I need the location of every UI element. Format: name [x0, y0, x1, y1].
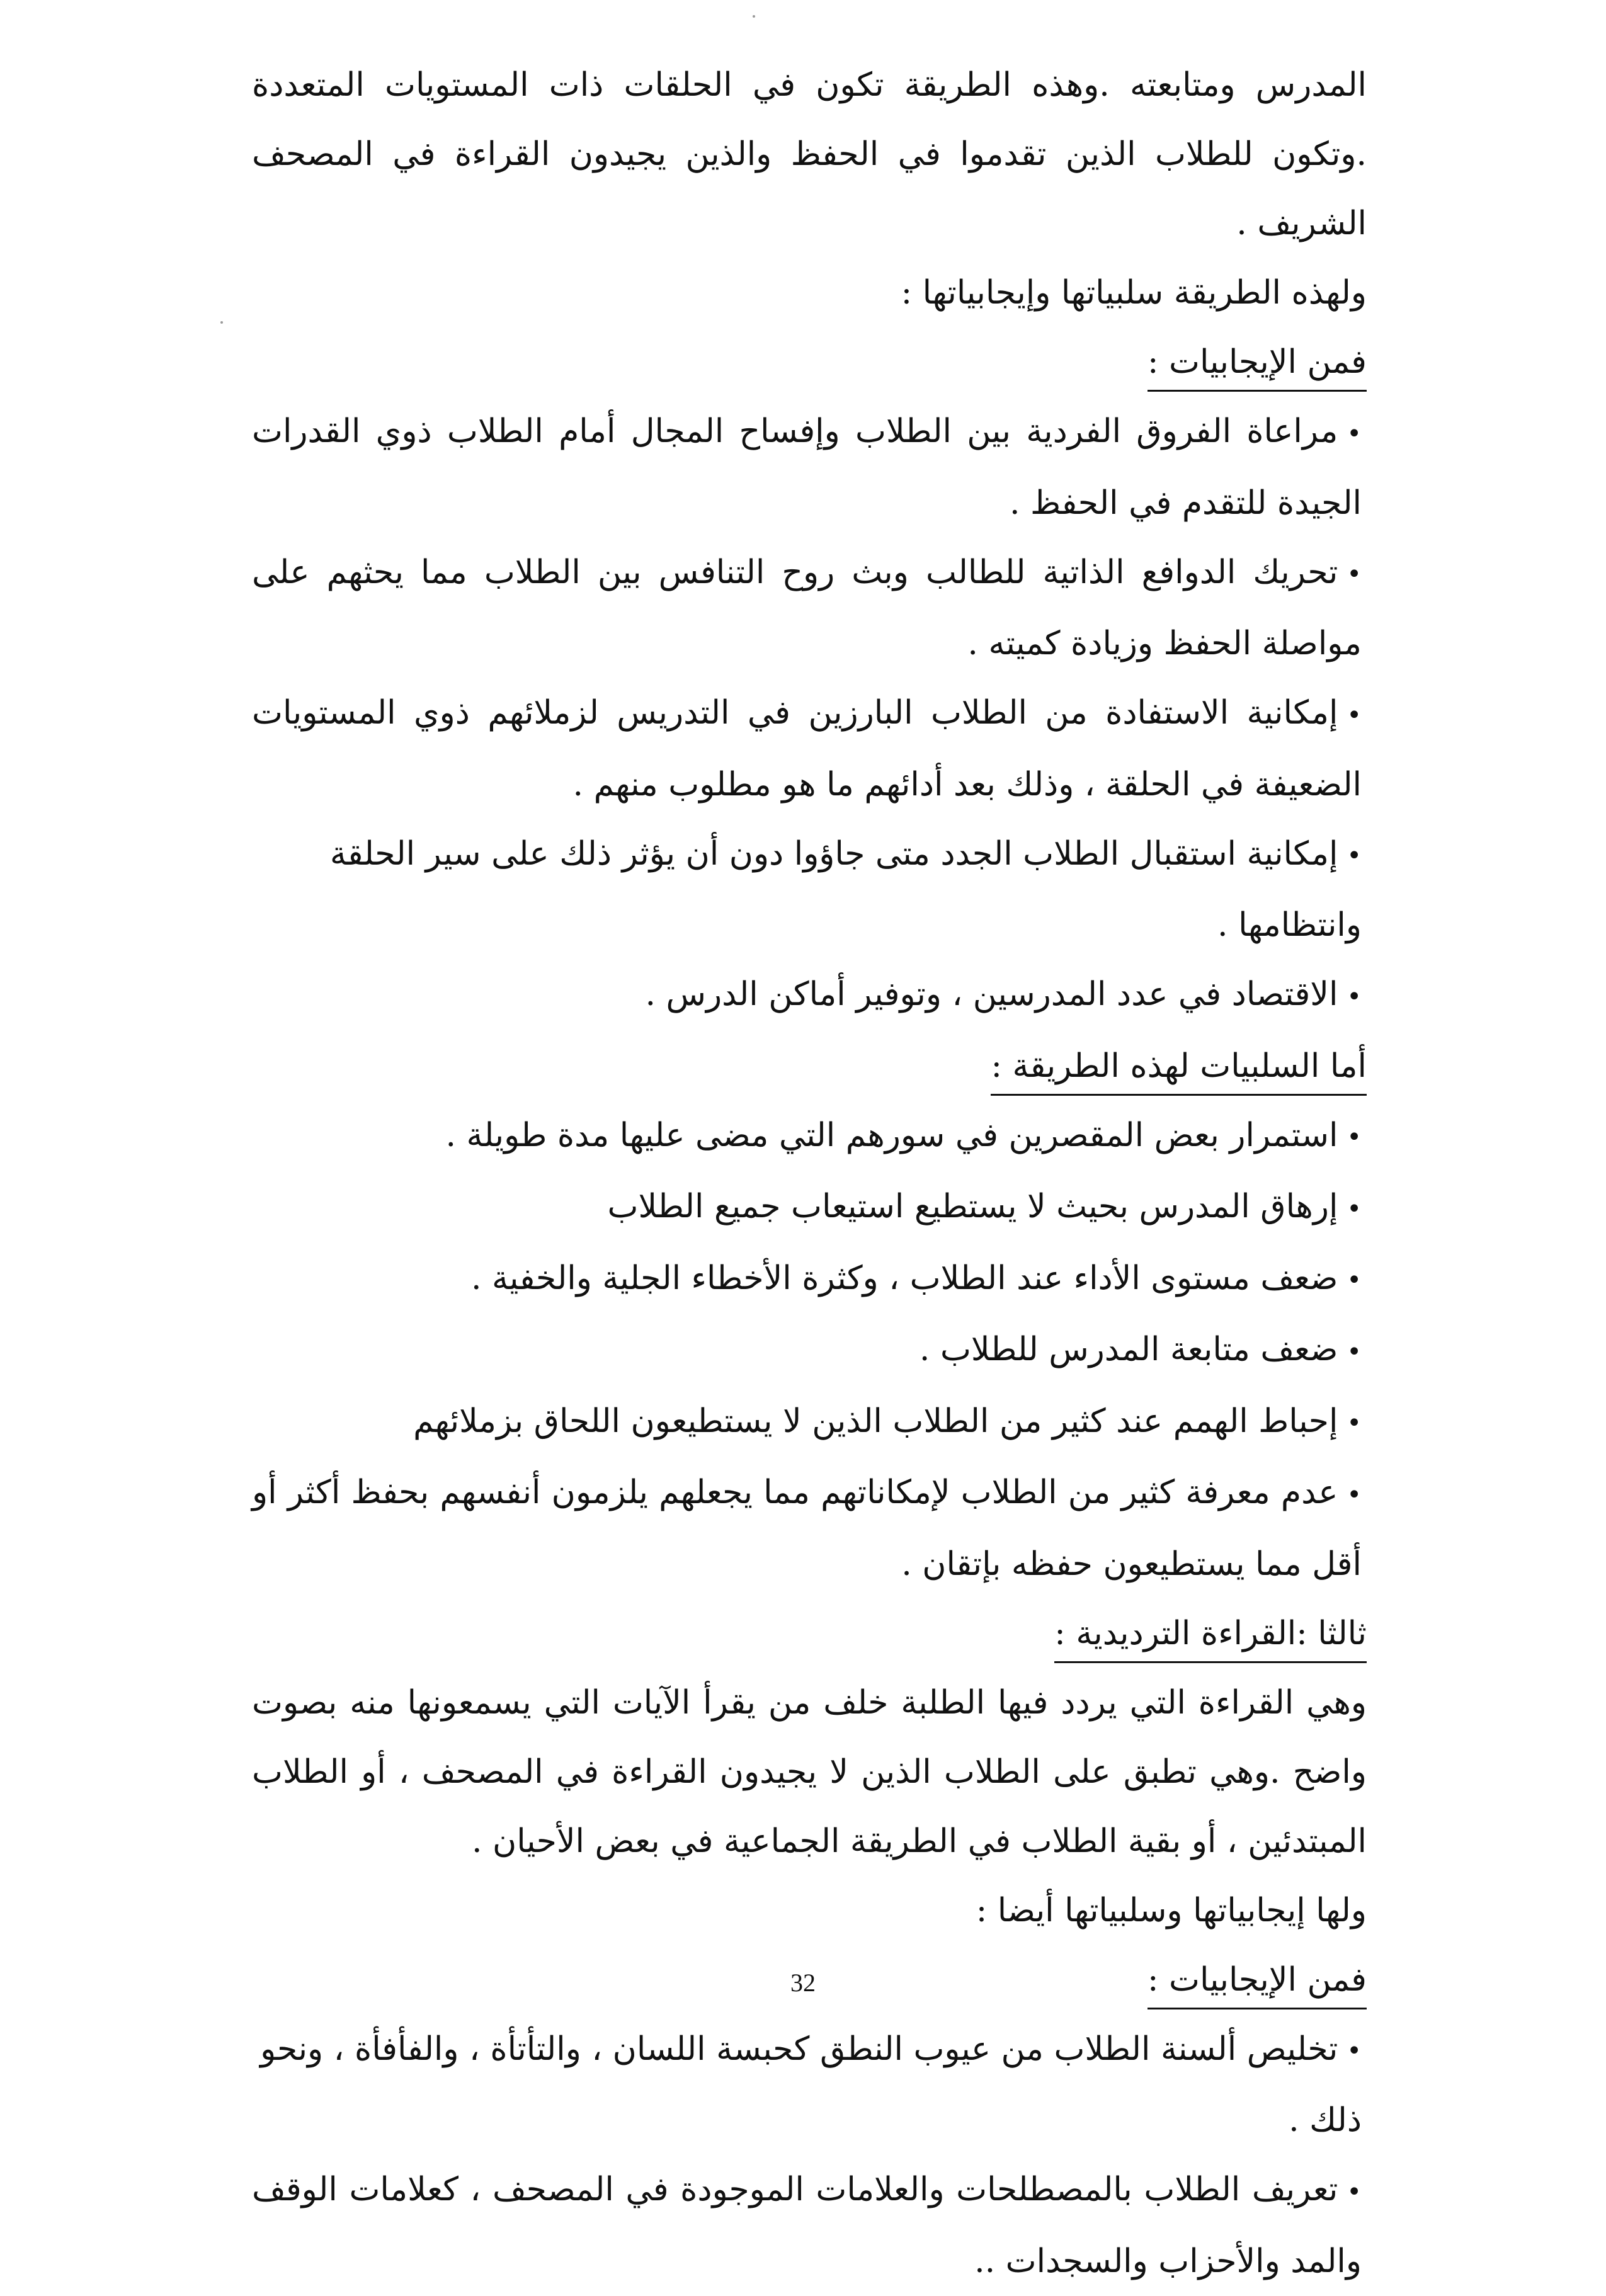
list-item: [252, 1172, 1362, 1244]
pros-list-2: [252, 2015, 1367, 2296]
section-three-heading: ثالثا :القراءة الترديدية :: [1054, 1606, 1367, 1663]
document-page: [252, 50, 1367, 2280]
pros-list-1: [252, 397, 1367, 1031]
heading-wrap: [252, 327, 1367, 397]
bullet-icon: •: [1347, 1123, 1362, 1152]
bullet-icon: •: [1347, 1337, 1362, 1367]
list-item-text: تخليص ألسنة الطلاب من عيوب النطق كحبسة اللسان ، والتأتأة ، والفأفأة ، ونحو ذلك .: [260, 2030, 1362, 2139]
list-item: [252, 678, 1362, 819]
list-item-text: استمرار بعض المقصرين في سورهم التي مضى عليها مدة طويلة .: [445, 1116, 1338, 1154]
list-item-text: إرهاق المدرس بحيث لا يستطيع استيعاب جميع الطلاب: [607, 1188, 1338, 1225]
list-item: [252, 960, 1362, 1031]
bullet-icon: •: [1347, 1409, 1362, 1438]
list-item: [252, 1315, 1362, 1387]
repetition-paragraph: وهي القراءة التي يردد فيها الطلبة خلف من يقرأ الآيات التي يسمعونها منه بصوت واضح .وهي تطبق على الطلاب الذين لا يجيدون القراءة في المصحف ، أو الطلاب المبتدئين ، أو بقية الطلاب في الطريقة الجماعية في بعض الأحيان .: [252, 1683, 1367, 1860]
list-item-text: الاقتصاد في عدد المدرسين ، وتوفير أماكن الدرس .: [645, 975, 1338, 1013]
list-item-text: تعريف الطلاب بالمصطلحات والعلامات الموجودة في المصحف ، كعلامات الوقف والمد والأحزاب والسجدات ..: [252, 2171, 1362, 2280]
list-item-text: ضعف مستوى الأداء عند الطلاب ، وكثرة الأخطاء الجلية والخفية .: [470, 1259, 1338, 1297]
list-item-text: تحريك الدوافع الذاتية للطالب وبث روح التنافس بين الطلاب مما يحثهم على مواصلة الحفظ وزيادة كميته .: [252, 553, 1362, 662]
bullet-icon: •: [1347, 1480, 1362, 1509]
list-item-text: عدم معرفة كثير من الطلاب لإمكاناتهم مما يجعلهم يلزمون أنفسهم بحفظ أكثر أو أقل مما يستطيعون حفظه بإتقان .: [252, 1474, 1362, 1583]
list-item: [252, 2015, 1362, 2156]
bullet-icon: •: [1347, 982, 1362, 1011]
list-item: [252, 1458, 1362, 1599]
bullet-icon: •: [1347, 1194, 1362, 1224]
bullet-icon: •: [1347, 2037, 1362, 2066]
bullet-icon: •: [1347, 841, 1362, 870]
cons-list: [252, 1101, 1367, 1599]
list-item-text: مراعاة الفروق الفردية بين الطلاب وإفساح المجال أمام الطلاب ذوي القدرات الجيدة للتقدم في الحفظ .: [252, 412, 1362, 522]
bullet-icon: •: [1347, 1266, 1362, 1295]
page-number: 32: [790, 1969, 816, 1997]
heading-wrap: [252, 1599, 1367, 1668]
heading-wrap: [252, 1031, 1367, 1101]
repetition-intro: ولها إيجابياتها وسلبياتها أيضا :: [976, 1891, 1367, 1929]
list-item: [252, 397, 1362, 538]
intro-paragraph: المدرس ومتابعته .وهذه الطريقة تكون في الحلقات ذات المستويات المتعددة .وتكون للطلاب الذين تقدموا في الحفظ والذين يجيدون القراءة في المصحف الشريف .: [252, 66, 1367, 242]
scan-mark: [220, 321, 223, 324]
bullet-icon: •: [1347, 419, 1362, 448]
pros-heading-1: فمن الإيجابيات :: [1148, 334, 1367, 392]
list-item: [252, 1101, 1362, 1173]
list-item: [252, 1244, 1362, 1316]
bullet-icon: •: [1347, 560, 1362, 589]
section-intro: ولهذه الطريقة سلبياتها وإيجابياتها :: [901, 274, 1367, 312]
bullet-icon: •: [1347, 2177, 1362, 2207]
list-item-text: إحباط الهمم عند كثير من الطلاب الذين لا يستطيعون اللحاق بزملائهم: [413, 1402, 1338, 1440]
list-item: [252, 819, 1362, 960]
list-item-text: إمكانية استقبال الطلاب الجدد متى جاؤوا دون أن يؤثر ذلك على سير الحلقة وانتظامها .: [329, 834, 1362, 944]
list-item: [252, 1387, 1362, 1458]
list-item: [252, 2155, 1362, 2296]
scan-mark: [753, 15, 755, 18]
cons-heading: أما السلبيات لهذه الطريقة :: [991, 1038, 1367, 1096]
list-item-text: إمكانية الاستفادة من الطلاب البارزين في التدريس لزملائهم ذوي المستويات الضعيفة في الحلقة ، وذلك بعد أدائهم ما هو مطلوب منهم .: [252, 694, 1362, 804]
list-item-text: ضعف متابعة المدرس للطلاب .: [919, 1331, 1338, 1368]
list-item: [252, 538, 1362, 679]
bullet-icon: •: [1347, 700, 1362, 730]
pros-heading-2: فمن الإيجابيات :: [1148, 1952, 1367, 2009]
